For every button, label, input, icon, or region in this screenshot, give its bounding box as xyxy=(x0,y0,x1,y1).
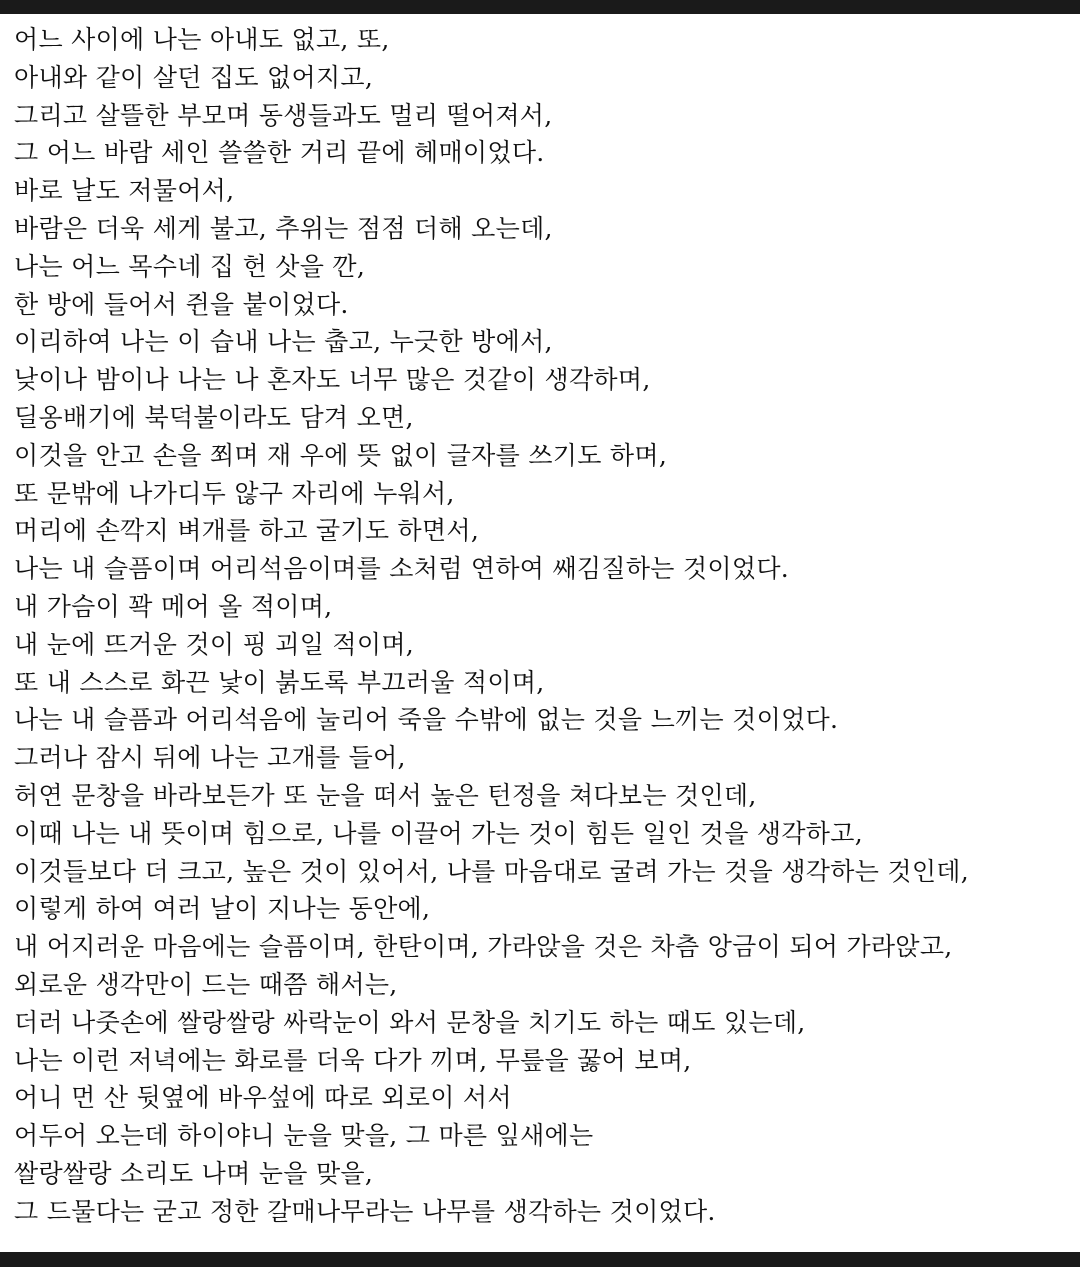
poem-line: 이때 나는 내 뜻이며 힘으로, 나를 이끌어 가는 것이 힘든 일인 것을 생각하고, xyxy=(14,818,863,848)
poem-line: 또 내 스스로 화끈 낯이 붉도록 부끄러울 적이며, xyxy=(14,667,545,697)
poem-line: 내 가슴이 꽉 메어 올 적이며, xyxy=(14,591,333,621)
poem-line: 외로운 생각만이 드는 때쯤 해서는, xyxy=(14,969,398,999)
document-page xyxy=(0,14,1080,1252)
poem-line: 나는 내 슬픔과 어리석음에 눌리어 죽을 수밖에 없는 것을 느끼는 것이었다. xyxy=(14,705,839,735)
poem-line: 내 어지러운 마음에는 슬픔이며, 한탄이며, 가라앉을 것은 차츰 앙금이 되어 가라앉고, xyxy=(14,932,953,962)
poem-line: 허연 문창을 바라보든가 또 눈을 떠서 높은 턴정을 쳐다보는 것인데, xyxy=(14,780,757,810)
poem-line: 낮이나 밤이나 나는 나 혼자도 너무 많은 것같이 생각하며, xyxy=(14,365,651,395)
poem-line: 딜옹배기에 북덕불이라도 담겨 오면, xyxy=(14,402,414,432)
poem-line: 나는 이런 저녁에는 화로를 더욱 다가 끼며, 무릎을 꿇어 보며, xyxy=(14,1045,692,1075)
poem-line: 이것을 안고 손을 쬐며 재 우에 뜻 없이 글자를 쓰기도 하며, xyxy=(14,440,668,470)
poem-line: 또 문밖에 나가디두 않구 자리에 누워서, xyxy=(14,478,455,508)
bottom-frame-bar xyxy=(0,1252,1080,1267)
poem-line: 아내와 같이 살던 집도 없어지고, xyxy=(14,62,374,92)
poem-line: 이것들보다 더 크고, 높은 것이 있어서, 나를 마음대로 굴려 가는 것을 생각하는 것인데, xyxy=(14,856,970,886)
poem-line: 이리하여 나는 이 습내 나는 춥고, 누긋한 방에서, xyxy=(14,327,553,357)
poem-line: 어두어 오는데 하이야니 눈을 맞을, 그 마른 잎새에는 xyxy=(14,1121,594,1151)
poem-line: 한 방에 들어서 쥔을 붙이었다. xyxy=(14,289,349,319)
poem-line: 이렇게 하여 여러 날이 지나는 동안에, xyxy=(14,894,431,924)
poem-line: 어니 먼 산 뒷옆에 바우섶에 따로 외로이 서서 xyxy=(14,1083,512,1113)
poem-line: 바로 날도 저물어서, xyxy=(14,176,235,206)
poem-body xyxy=(14,21,969,1231)
poem-line: 어느 사이에 나는 아내도 없고, 또, xyxy=(14,25,390,54)
poem-line: 내 눈에 뜨거운 것이 핑 괴일 적이며, xyxy=(14,629,415,659)
poem-line: 그 드물다는 굳고 정한 갈매나무라는 나무를 생각하는 것이었다. xyxy=(14,1196,716,1226)
poem-line: 그러나 잠시 뒤에 나는 고개를 들어, xyxy=(14,743,406,773)
poem-line: 바람은 더욱 세게 불고, 추위는 점점 더해 오는데, xyxy=(14,213,553,243)
poem-line: 그리고 살뜰한 부모며 동생들과도 멀리 떨어져서, xyxy=(14,100,553,130)
poem-line: 나는 어느 목수네 집 헌 삿을 깐, xyxy=(14,251,366,281)
poem-line: 나는 내 슬픔이며 어리석음이며를 소처럼 연하여 쌔김질하는 것이었다. xyxy=(14,554,790,584)
poem-line: 머리에 손깍지 벼개를 하고 굴기도 하면서, xyxy=(14,516,480,546)
top-frame-bar xyxy=(0,0,1080,14)
poem-line: 더러 나줏손에 쌀랑쌀랑 싸락눈이 와서 문창을 치기도 하는 때도 있는데, xyxy=(14,1007,806,1037)
poem-line: 그 어느 바람 세인 쓸쓸한 거리 끝에 헤매이었다. xyxy=(14,138,545,168)
poem-line: 쌀랑쌀랑 소리도 나며 눈을 맞을, xyxy=(14,1158,374,1188)
